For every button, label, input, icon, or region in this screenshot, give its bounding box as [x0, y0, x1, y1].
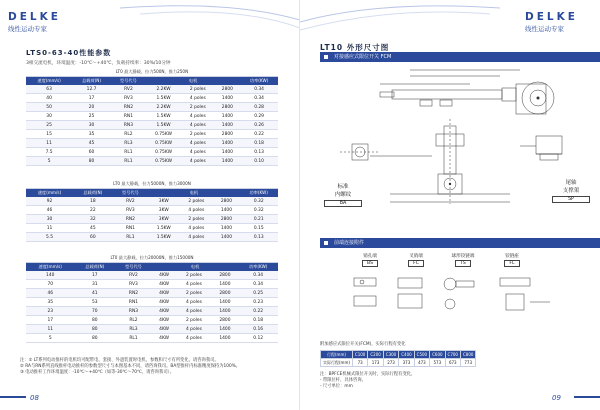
- cell: 70: [26, 280, 74, 289]
- table-row: [26, 121, 278, 130]
- cell: 0.34: [240, 94, 278, 103]
- cell: 40: [26, 94, 72, 103]
- page-title: LTS0-63-40性能参数: [26, 49, 112, 57]
- cell: 2 poles: [181, 130, 215, 139]
- spec-table-3: [26, 254, 278, 343]
- cell: 80: [74, 316, 115, 325]
- cell: 4KW: [152, 307, 177, 316]
- cell: 12.7: [72, 85, 111, 94]
- cell: 0.75KW: [146, 130, 181, 139]
- col-header: 总载荷(N): [74, 263, 115, 272]
- cell: 35: [72, 130, 111, 139]
- cell: 0.75KW: [146, 157, 181, 166]
- cell: 0.16: [238, 325, 278, 334]
- cell: 15: [26, 130, 72, 139]
- cell: 0.13: [239, 233, 278, 242]
- right-note-3: - 尺寸单位：mm: [320, 384, 353, 389]
- cell: 2 poles: [176, 271, 211, 280]
- stroke-header: C700: [445, 351, 460, 359]
- cell: RL3: [111, 139, 146, 148]
- cell: 4KW: [152, 325, 177, 334]
- section-bar-label: 对接感应式限位开关 FCM: [334, 54, 392, 60]
- cell: 4 poles: [179, 233, 213, 242]
- accessory-code: BS: [362, 260, 378, 267]
- cell: 0.18: [238, 316, 278, 325]
- table-row: [26, 197, 278, 206]
- cell: 4 poles: [181, 94, 215, 103]
- cell: 1400: [212, 298, 239, 307]
- cell: 1400: [215, 139, 241, 148]
- cell: 4KW: [152, 289, 177, 298]
- cell: 80: [72, 157, 111, 166]
- accessory-name: 球形铰链端: [451, 254, 475, 259]
- col-header: 型号代号: [115, 263, 152, 272]
- cell: RL2: [111, 130, 146, 139]
- brand-logo: DELKE: [525, 11, 578, 23]
- cell: 0.25: [238, 289, 278, 298]
- cell: 0.15: [239, 224, 278, 233]
- stroke-cell: 573: [430, 359, 445, 367]
- cell: 32: [73, 215, 112, 224]
- col-header: 型号代号: [111, 77, 146, 86]
- cell: 7.5: [26, 148, 72, 157]
- cell: 46: [26, 206, 73, 215]
- cell: 1400: [215, 94, 241, 103]
- cell: 0.34: [238, 271, 278, 280]
- accessory-fc: [396, 253, 436, 267]
- stroke-cell: 273: [383, 359, 398, 367]
- bullet-square-icon: [324, 241, 328, 245]
- stroke-header: C500: [414, 351, 429, 359]
- cell: 1400: [212, 325, 239, 334]
- cell: 0.12: [238, 334, 278, 343]
- cell: 4 poles: [176, 334, 211, 343]
- accessory-name: 叉销端: [409, 254, 423, 259]
- brand-slogan: 线性运动专家: [8, 25, 47, 33]
- table-row: [26, 289, 278, 298]
- callout-ba-label1: 标准: [337, 184, 349, 190]
- cell: 60: [72, 148, 111, 157]
- col-header: 功率(KW): [240, 77, 278, 86]
- cell: 25: [72, 112, 111, 121]
- cell: 4 poles: [181, 157, 215, 166]
- cell: 0.22: [240, 130, 278, 139]
- accessory-code: FL: [504, 260, 519, 267]
- callout-ba: [324, 182, 362, 207]
- footnote-1: 注：① LT系列电动推杆的电机均可配带电、套接、外遮装置时电机，参数和尺寸有所变化，请咨询我司。: [20, 358, 219, 363]
- cell: RN2: [115, 289, 152, 298]
- stroke-header: 行程(mm): [321, 351, 353, 359]
- cell: 1400: [213, 206, 239, 215]
- cell: 53: [74, 298, 115, 307]
- accessory-name: 铰链座: [505, 254, 519, 259]
- footnote-2: ② RA与RN系列直线推杆电动推杆的参数型尺寸与本图基本不同，请咨询我司。BA型推杆内标准精度保持为100%。: [20, 364, 241, 369]
- cell: 1.5KW: [148, 224, 179, 233]
- cell: 80: [74, 325, 115, 334]
- cell: RN1: [111, 112, 146, 121]
- table-row: [26, 215, 278, 224]
- page-number-bar: [0, 396, 26, 398]
- col-header: 总载荷(N): [72, 77, 111, 86]
- cell: RV2: [111, 85, 146, 94]
- right-notes: [320, 372, 580, 390]
- cell: 1400: [215, 121, 241, 130]
- cell: 0.10: [240, 157, 278, 166]
- stroke-header: C600: [430, 351, 445, 359]
- cell: 5.5: [26, 233, 73, 242]
- table-caption: LT0 最大静载，拉力500N，推力250N: [26, 68, 278, 77]
- cell: 1400: [212, 280, 239, 289]
- table-row: [26, 325, 278, 334]
- cell: 46: [26, 289, 74, 298]
- cell: 0.75KW: [146, 139, 181, 148]
- cell: 0.34: [238, 280, 278, 289]
- table-row: [26, 334, 278, 343]
- cell: 1400: [212, 307, 239, 316]
- cell: 11: [26, 224, 73, 233]
- brand-block: [8, 11, 61, 33]
- cell: RN1: [115, 298, 152, 307]
- cell: 3KW: [148, 215, 179, 224]
- cell: RV3: [111, 94, 146, 103]
- cell: 1400: [215, 112, 241, 121]
- brand-block: [525, 11, 578, 33]
- cell: 23: [26, 307, 74, 316]
- cell: RL3: [115, 325, 152, 334]
- col-header: 电机: [146, 77, 240, 86]
- table-row: [26, 224, 278, 233]
- cell: 1.5KW: [146, 121, 181, 130]
- cell: 30: [72, 121, 111, 130]
- cell: 1400: [215, 157, 241, 166]
- accessory-code: FC: [408, 260, 424, 267]
- cell: 2800: [212, 316, 239, 325]
- cell: 2.2KW: [146, 85, 181, 94]
- section-bar-accessories: [320, 238, 600, 248]
- cell: RN3: [115, 307, 152, 316]
- cell: 0.32: [239, 197, 278, 206]
- cell: 1400: [215, 148, 241, 157]
- table-row: [26, 148, 278, 157]
- cell: RV2: [113, 197, 149, 206]
- right-note-2: - 带限位杆，具体咨询。: [320, 378, 366, 383]
- cell: 92: [26, 197, 73, 206]
- cell: 2 poles: [181, 85, 215, 94]
- table-row: [26, 307, 278, 316]
- cell: 4 poles: [176, 307, 211, 316]
- cell: 3KW: [148, 206, 179, 215]
- cell: 30: [26, 215, 73, 224]
- callout-sp-label1: 尾轴: [565, 180, 577, 186]
- cell: 63: [26, 85, 72, 94]
- callout-ba-label2: 内螺纹: [334, 192, 352, 198]
- cell: 2 poles: [181, 103, 215, 112]
- stroke-header: C200: [368, 351, 383, 359]
- section-bar-fcm: [320, 52, 600, 62]
- stroke-header: C300: [383, 351, 398, 359]
- stroke-cell: 173: [368, 359, 383, 367]
- spec-table-2: [26, 180, 278, 242]
- cell: 1.5KW: [146, 112, 181, 121]
- cell: RN1: [113, 224, 149, 233]
- stroke-cell: 473: [414, 359, 429, 367]
- cell: 25: [26, 121, 72, 130]
- table-row: [26, 298, 278, 307]
- callout-sp: [552, 178, 590, 203]
- cell: 2800: [213, 215, 239, 224]
- accessory-name: 销孔端: [363, 254, 377, 259]
- cell: 5: [26, 157, 72, 166]
- cell: 17: [72, 94, 111, 103]
- cell: 22: [73, 206, 112, 215]
- cell: 3KW: [148, 197, 179, 206]
- cell: 140: [26, 271, 74, 280]
- cell: 5: [26, 334, 74, 343]
- cell: RL1: [113, 233, 149, 242]
- cell: 50: [26, 103, 72, 112]
- cell: 2 poles: [176, 316, 211, 325]
- cell: RL1: [111, 157, 146, 166]
- page-number-bar: [574, 396, 600, 398]
- cell: 70: [74, 307, 115, 316]
- spec-table-1: [26, 68, 278, 166]
- cell: 4 poles: [176, 325, 211, 334]
- accessories-drawing: [340, 272, 560, 330]
- cell: 2800: [213, 197, 239, 206]
- cell: 30: [26, 112, 72, 121]
- page-number-left: 08: [30, 394, 39, 402]
- cell: RN2: [113, 215, 149, 224]
- table-row: [26, 130, 278, 139]
- cell: 2 poles: [179, 197, 213, 206]
- cell: RL1: [115, 334, 152, 343]
- cell: RN2: [111, 103, 146, 112]
- stroke-header: C100: [352, 351, 367, 359]
- stroke-cell: 实际行程(mm): [321, 359, 353, 367]
- table-row: [26, 271, 278, 280]
- table-row: [26, 103, 278, 112]
- stroke-cell: 373: [399, 359, 414, 367]
- cell: 11: [26, 139, 72, 148]
- col-header: 总载荷(N): [73, 189, 112, 198]
- cell: 0.21: [239, 215, 278, 224]
- cell: RV2: [115, 271, 152, 280]
- spec-subnote: 3相交流电机，环境温度：-10℃～+40℃，负载持续率：30%/10分钟: [26, 61, 171, 66]
- stroke-header: C400: [399, 351, 414, 359]
- cell: 4KW: [152, 280, 177, 289]
- cell: 41: [74, 289, 115, 298]
- table-row: [26, 157, 278, 166]
- accessory-ts: [440, 253, 486, 267]
- cell: RL1: [111, 148, 146, 157]
- page-number-right: 09: [552, 394, 561, 402]
- col-header: 功率(KW): [238, 263, 278, 272]
- cell: RV3: [115, 280, 152, 289]
- accessory-fl: [492, 253, 532, 267]
- cell: 80: [74, 334, 115, 343]
- cell: 2800: [212, 271, 239, 280]
- cell: 2800: [215, 85, 241, 94]
- cell: 1.5KW: [148, 233, 179, 242]
- table-row: [26, 112, 278, 121]
- table-row: [26, 316, 278, 325]
- table-row: [26, 206, 278, 215]
- stroke-cell: 673: [445, 359, 460, 367]
- page-title: LT10 外形尺寸图: [320, 43, 390, 52]
- cell: 45: [72, 139, 111, 148]
- bullet-square-icon: [324, 55, 328, 59]
- table-caption: LT0 最大静载，拉力5000N，推力3000N: [26, 180, 278, 189]
- cell: 1.5KW: [146, 94, 181, 103]
- stroke-table-caption: 附加感应式限位开关(FCM)，实际行程有变化: [320, 342, 406, 347]
- table-row: [26, 233, 278, 242]
- cell: 4 poles: [181, 112, 215, 121]
- cell: 17: [74, 271, 115, 280]
- cell: RV3: [113, 206, 149, 215]
- callout-sp-label2: 支撑架: [562, 188, 580, 194]
- cell: 17: [26, 316, 74, 325]
- cell: 18: [73, 197, 112, 206]
- cell: 0.28: [240, 103, 278, 112]
- col-header: 电机: [152, 263, 239, 272]
- footnotes: [20, 358, 282, 376]
- right-note-1: 注：BPFCE机械式限位开关时，实际行程有变化，: [320, 372, 416, 377]
- stroke-header: C800: [460, 351, 475, 359]
- accessory-bs: [350, 253, 390, 267]
- stroke-table: [320, 350, 476, 367]
- cell: 0.26: [240, 121, 278, 130]
- stroke-cell: 73: [352, 359, 367, 367]
- cell: 45: [73, 224, 112, 233]
- cell: 4 poles: [179, 206, 213, 215]
- cell: 0.13: [240, 148, 278, 157]
- cell: 0.22: [238, 307, 278, 316]
- cell: 2800: [212, 289, 239, 298]
- cell: 0.18: [240, 139, 278, 148]
- cell: 4 poles: [176, 298, 211, 307]
- callout-ba-code: BA: [324, 200, 362, 207]
- stroke-cell: 773: [460, 359, 475, 367]
- table-row: [26, 94, 278, 103]
- table-row: [26, 85, 278, 94]
- cell: 4 poles: [181, 139, 215, 148]
- cell: 4 poles: [179, 224, 213, 233]
- cell: 31: [74, 280, 115, 289]
- col-header: 型号代号: [113, 189, 149, 198]
- cell: 2800: [215, 103, 241, 112]
- cell: 2 poles: [179, 215, 213, 224]
- right-page: [300, 0, 600, 410]
- cell: 2800: [215, 130, 241, 139]
- cell: 0.75KW: [146, 148, 181, 157]
- cell: 4KW: [152, 298, 177, 307]
- accessory-code: TS: [455, 260, 471, 267]
- footnote-3: ③ 电动推杆工作环境温度：-10℃～+40℃（如等-30℃～70℃，请咨询我司）。: [20, 370, 175, 375]
- section-bar-label: 前端连接附件: [334, 240, 365, 246]
- cell: 0.23: [238, 298, 278, 307]
- cell: 4KW: [152, 316, 177, 325]
- cell: 1400: [212, 334, 239, 343]
- cell: 4 poles: [181, 148, 215, 157]
- brand-logo: DELKE: [8, 11, 61, 23]
- callout-sp-code: SP: [552, 196, 590, 203]
- cell: RL2: [115, 316, 152, 325]
- cell: 4KW: [152, 334, 177, 343]
- cell: 0.32: [239, 206, 278, 215]
- col-header: 功率(KW): [239, 189, 278, 198]
- cell: 1400: [213, 233, 239, 242]
- cell: 4KW: [152, 271, 177, 280]
- cell: 0.29: [240, 112, 278, 121]
- table-row: [26, 139, 278, 148]
- cell: 4 poles: [181, 121, 215, 130]
- cell: 2.2KW: [146, 103, 181, 112]
- cell: RN3: [111, 121, 146, 130]
- cell: 20: [72, 103, 111, 112]
- cell: 0.34: [240, 85, 278, 94]
- cell: 2 poles: [176, 289, 211, 298]
- brand-slogan: 线性运动专家: [525, 25, 564, 33]
- cell: 11: [26, 325, 74, 334]
- col-header: 电机: [148, 189, 239, 198]
- col-header: 速度(mm/s): [26, 77, 72, 86]
- cell: 4 poles: [176, 280, 211, 289]
- cell: 1400: [213, 224, 239, 233]
- table-caption: LT0 最大静载，拉力20000N，推力15000N: [26, 254, 278, 263]
- col-header: 速度(mm/s): [26, 189, 73, 198]
- cell: 60: [73, 233, 112, 242]
- table-row: [26, 280, 278, 289]
- cell: 35: [26, 298, 74, 307]
- col-header: 速度(mm/s): [26, 263, 74, 272]
